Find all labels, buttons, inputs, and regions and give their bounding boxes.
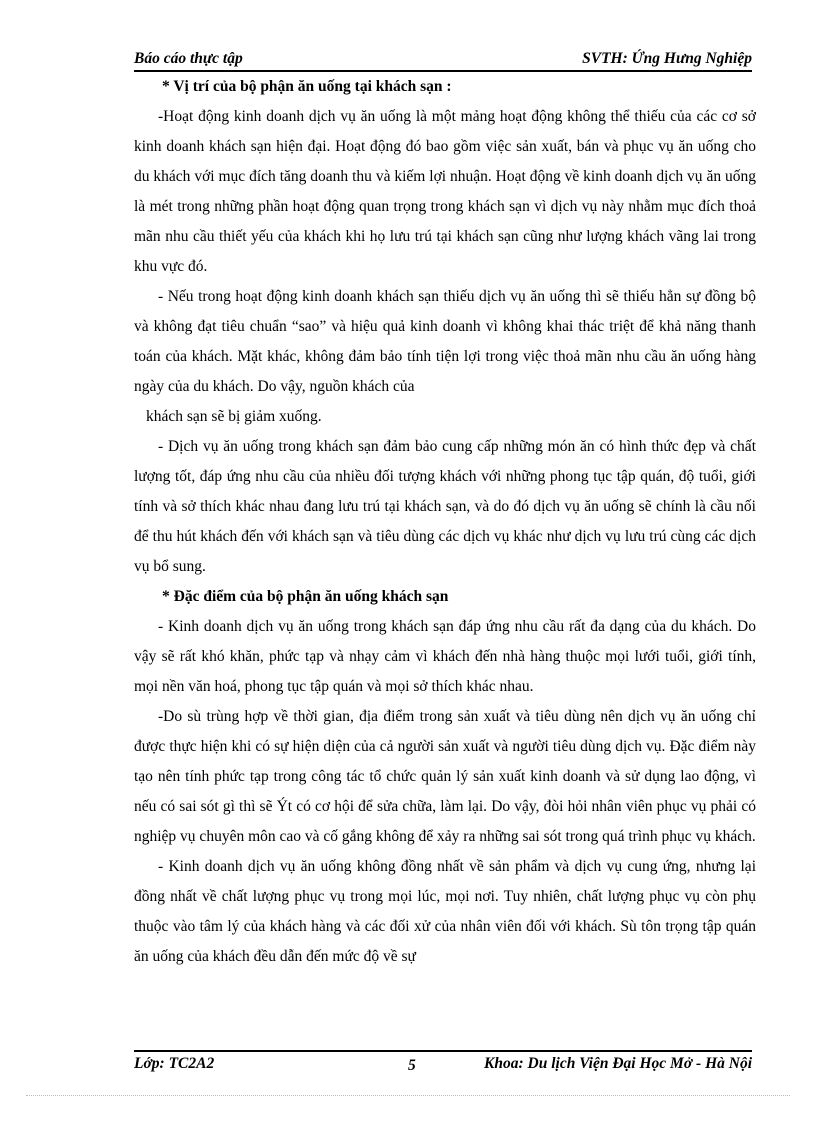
paragraph: - Nếu trong hoạt động kinh doanh khách sạn thiếu dịch vụ ăn uống thì sẽ thiếu hẳn sự đồng bộ và không đạt tiêu chuẩn “sao” và hiệu quả kinh doanh vì không khai thác triệt để khả năng thanh toán của khách. Mặt khác, không đảm bảo tính tiện lợi trong việc thoả mãn nhu cầu ăn uống hàng ngày của du khách. Do vậy, nguồn khách của [134,288,756,395]
paragraph: -Hoạt động kinh doanh dịch vụ ăn uống là một mảng hoạt động không thể thiếu của các cơ sở kinh doanh khách sạn hiện đại. Hoạt động đó bao gồm việc sản xuất, bán và phục vụ ăn uống cho du khách với mục đích tăng doanh thu và kiếm lợi nhuận. Hoạt động về kinh doanh dịch vụ ăn uống là mét trong những phần hoạt động quan trọng trong khách sạn vì dịch vụ này nhằm mục đích thoả mãn nhu cầu thiết yếu của khách khi họ lưu trú tại khách sạn cũng như lượng khách vãng lai trong khu vực đó. [134,108,756,275]
footer-rule [134,1050,752,1052]
footer-faculty: Khoa: Du lịch Viện Đại Học Mở - Hà Nội [484,1055,752,1072]
header-student-name: SVTH: Ứng Hưng Nghiệp [582,50,752,67]
paragraph: - Kinh doanh dịch vụ ăn uống trong khách sạn đáp ứng nhu cầu rất đa dạng của du khách. Do vậy sẽ rất khó khăn, phức tạp và nhạy cảm vì khách đến nhà hàng thuộc mọi lưới tuổi, giới tính, mọi nền văn hoá, phong tục tập quán và mọi sở thích khác nhau. [134,618,756,695]
paragraph: -Do sù trùng hợp về thời gian, địa điểm trong sản xuất và tiêu dùng nên dịch vụ ăn uống chỉ được thực hiện khi có sự hiện diện của cả người sản xuất và người tiêu dùng dịch vụ. Đặc điểm này tạo nên tính phức tạp trong công tác tổ chức quản lý sản xuất kinh doanh và sử dụng lao động, vì nếu có sai sót gì thì sẽ Ýt có cơ hội để sửa chữa, làm lại. Do vậy, đòi hỏi nhân viên phục vụ phải có nghiệp vụ chuyên môn cao và cố gắng không để xảy ra những sai sót trong quá trình phục vụ khách. [134,708,756,845]
page-number: 5 [408,1057,416,1074]
section-heading-position: * Vị trí của bộ phận ăn uống tại khách sạn : [162,78,452,95]
page-footer [134,1055,752,1077]
page-bottom-dotted-line [26,1095,790,1096]
paragraph: - Dịch vụ ăn uống trong khách sạn đảm bảo cung cấp những món ăn có hình thức đẹp và chất lượng tốt, đáp ứng nhu cầu của nhiều đối tượng khách với những phong tục tập quán, độ tuổi, giới tính và sở thích khác nhau đang lưu trú tại khách sạn, và do đó dịch vụ ăn uống sẽ chính là cầu nối để thu hút khách đến với khách sạn và tiêu dùng các dịch vụ khác như dịch vụ lưu trú cùng các dịch vụ bổ sung. [134,438,756,575]
paragraph-continuation: khách sạn sẽ bị giảm xuống. [146,408,322,425]
footer-class: Lớp: TC2A2 [134,1055,215,1072]
paragraph: - Kinh doanh dịch vụ ăn uống không đồng nhất về sản phẩm và dịch vụ cung ứng, nhưng lại đồng nhất về chất lượng phục vụ trong mọi lúc, mọi nơi. Tuy nhiên, chất lượng phục vụ còn phụ thuộc vào tâm lý của khách hàng và các đối xử của nhân viên đối với khách. Sù tôn trọng tập quán ăn uống của khách đều dẫn đến mức độ về sự [134,858,756,965]
document-body [134,72,756,972]
page-header [134,50,752,72]
section-heading-features: * Đặc điểm của bộ phận ăn uống khách sạn [162,588,449,605]
header-report-title: Báo cáo thực tập [134,50,243,67]
